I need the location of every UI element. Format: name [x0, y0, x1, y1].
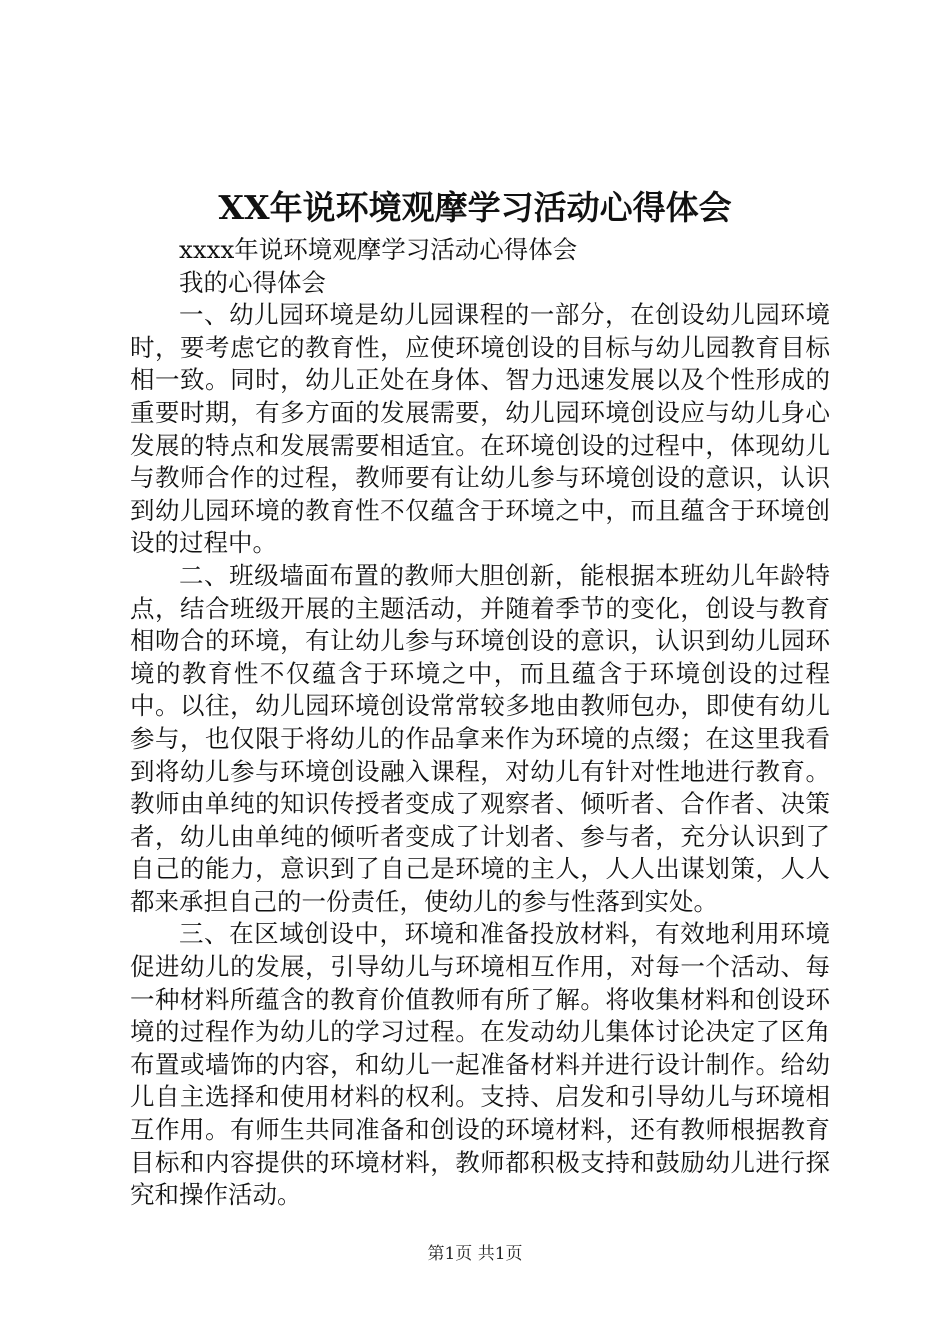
document-title: XX年说环境观摩学习活动心得体会	[218, 188, 732, 227]
paragraph-2: 二、班级墙面布置的教师大胆创新，能根据本班幼儿年龄特点，结合班级开展的主题活动，并随着季节的变化，创设与教育相吻合的环境，有让幼儿参与环境创设的意识，认识到幼儿园环境的教育性不仅蕴含于环境之中，而且蕴含于环境创设的过程中。以往，幼儿园环境创设常常较多地由教师包办，即使有幼儿参与，也仅限于将幼儿的作品拿来作为环境的点缀；在这里我看到将幼儿参与环境创设融入课程，对幼儿有针对性地进行教育。教师由单纯的知识传授者变成了观察者、倾听者、合作者、决策者，幼儿由单纯的倾听者变成了计划者、参与者，充分认识到了自己的能力，意识到了自己是环境的主人，人人出谋划策，人人都来承担自己的一份责任，使幼儿的参与性落到实处。	[130, 560, 830, 916]
page-footer: 第1页 共1页	[427, 1244, 523, 1264]
heading-line: 我的心得体会	[179, 267, 326, 297]
paragraph-3: 三、在区域创设中，环境和准备投放材料，有效地利用环境促进幼儿的发展，引导幼儿与环境相互作用，对每一个活动、每一种材料所蕴含的教育价值教师有所了解。将收集材料和创设环境的过程作为幼儿的学习过程。在发动幼儿集体讨论决定了区角布置或墙饰的内容，和幼儿一起准备材料并进行设计制作。给幼儿自主选择和使用材料的权利。支持、启发和引导幼儿与环境相互作用。有师生共同准备和创设的环境材料，还有教师根据教育目标和内容提供的环境材料，教师都积极支持和鼓励幼儿进行探究和操作活动。	[130, 919, 830, 1210]
subtitle-line: xxxx年说环境观摩学习活动心得体会	[179, 235, 578, 264]
document-body	[130, 234, 830, 1212]
paragraph-1: 一、幼儿园环境是幼儿园课程的一部分，在创设幼儿园环境时，要考虑它的教育性，应使环境创设的目标与幼儿园教育目标相一致。同时，幼儿正处在身体、智力迅速发展以及个性形成的重要时期，有多方面的发展需要，幼儿园环境创设应与幼儿身心发展的特点和发展需要相适宜。在环境创设的过程中，体现幼儿与教师合作的过程，教师要有让幼儿参与环境创设的意识，认识到幼儿园环境的教育性不仅蕴含于环境之中，而且蕴含于环境创设的过程中。	[130, 300, 830, 558]
